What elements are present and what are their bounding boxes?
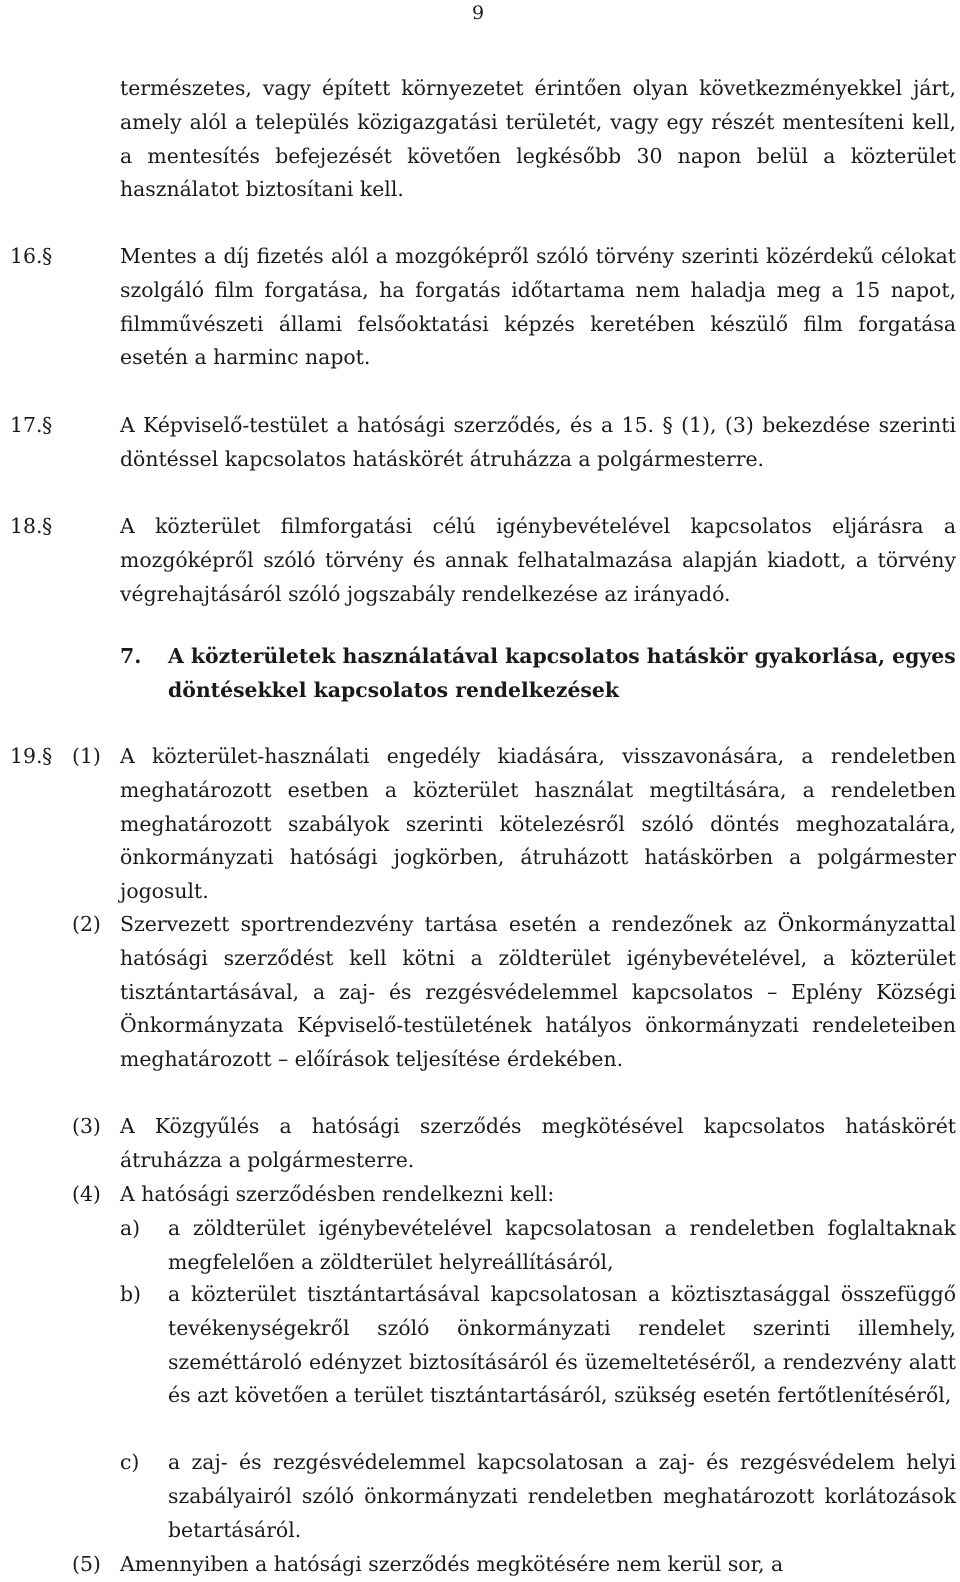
chapter-title: A közterületek használatával kapcsolatos hatáskör gyakorlása, egyes döntésekkel kapcsolatos rendelkezések (168, 644, 956, 702)
list-item-text: a közterület tisztántartásával kapcsolatosan a köztisztasággal összefüggő tevékenységekről szóló önkormányzati rendelet szerinti illemhely, szeméttároló edényzet biztosításáról és üzemeltetéséről, a rendezvény alatt és azt követően a terület tisztántartásáról, szükség esetén fertőtlenítéséről, (168, 1282, 956, 1408)
paragraph-text: A hatósági szerződésben rendelkezni kell: (120, 1182, 555, 1206)
section-16 (0, 240, 960, 380)
page-number: 9 (472, 2, 485, 24)
chapter-heading (0, 640, 960, 710)
paragraph-label: (1) (72, 744, 101, 768)
intro-text: természetes, vagy épített környezetet érintően olyan következményekkel járt, amely alól a település közigazgatási területét, vagy egy részét mentesíteni kell, a mentesítés befejezését követően legkésőbb 30 napon belül a közterület használatot biztosítani kell. (120, 76, 956, 202)
list-item-text: a zöldterület igénybevételével kapcsolatosan a rendeletben foglaltaknak megfelelően a zöldterület helyreállításáról, (168, 1216, 956, 1274)
paragraph-label: (2) (72, 912, 101, 936)
section-sign: § (42, 244, 53, 268)
section-17 (0, 409, 960, 479)
list-item-letter: c) (120, 1450, 140, 1474)
paragraph-label: (3) (72, 1114, 101, 1138)
section-number: 16. (10, 244, 43, 268)
list-item-letter: b) (120, 1282, 142, 1306)
list-item-letter: a) (120, 1216, 141, 1240)
section-number: 18. (10, 514, 43, 538)
section-text: A közterület filmforgatási célú igénybevételével kapcsolatos eljárásra a mozgóképről szóló törvény és annak felhatalmazása alapján kiadott, a törvény végrehajtásáról szóló jogszabály rendelkezése az irányadó. (120, 514, 956, 606)
paragraph-text: A Közgyűlés a hatósági szerződés megkötésével kapcsolatos hatáskörét átruházza a polgármesterre. (120, 1114, 956, 1172)
section-sign: § (42, 514, 53, 538)
section-sign: § (42, 744, 53, 768)
paragraph-label: (5) (72, 1552, 101, 1576)
section-number: 17. (10, 413, 43, 437)
paragraph-text: A közterület-használati engedély kiadására, visszavonására, a rendeletben meghatározott esetben a közterület használat megtiltására, a rendeletben meghatározott szabályok szerinti kötelezésről szóló döntés meghozatalára, önkormányzati hatósági jogkörben, átruházott hatáskörben a polgármester jogosult. (120, 744, 956, 904)
section-18 (0, 510, 960, 614)
section-sign: § (42, 413, 53, 437)
section-text: A Képviselő-testület a hatósági szerződés, és a 15. § (1), (3) bekezdése szerinti döntéssel kapcsolatos hatáskörét átruházza a polgármesterre. (120, 413, 956, 471)
section-19 (0, 740, 960, 1576)
list-item-text: a zaj- és rezgésvédelemmel kapcsolatosan a zaj- és rezgésvédelem helyi szabályairól szóló önkormányzati rendeletben meghatározott korlátozások betartásáról. (168, 1450, 956, 1542)
paragraph-text: Szervezett sportrendezvény tartása esetén a rendezőnek az Önkormányzattal hatósági szerződést kell kötni a zöldterület igénybevételével, a közterület tisztántartásával, a zaj- és rezgésvédelemmel kapcsolatos – Eplény Községi Önkormányzata Képviselő-testületének hatályos önkormányzati rendeleteiben meghatározott – előírások teljesítése érdekében. (120, 912, 956, 1072)
intro-paragraph (0, 72, 960, 212)
chapter-number: 7. (120, 644, 142, 668)
paragraph-label: (4) (72, 1182, 101, 1206)
section-text: Mentes a díj fizetés alól a mozgóképről szóló törvény szerinti közérdekű célokat szolgáló film forgatása, ha forgatás időtartama nem haladja meg a 15 napot, filmművészeti állami felsőoktatási képzés keretében készülő film forgatása esetén a harminc napot. (120, 244, 956, 370)
section-number: 19. (10, 744, 43, 768)
paragraph-text: Amennyiben a hatósági szerződés megkötésére nem kerül sor, a (120, 1552, 784, 1576)
